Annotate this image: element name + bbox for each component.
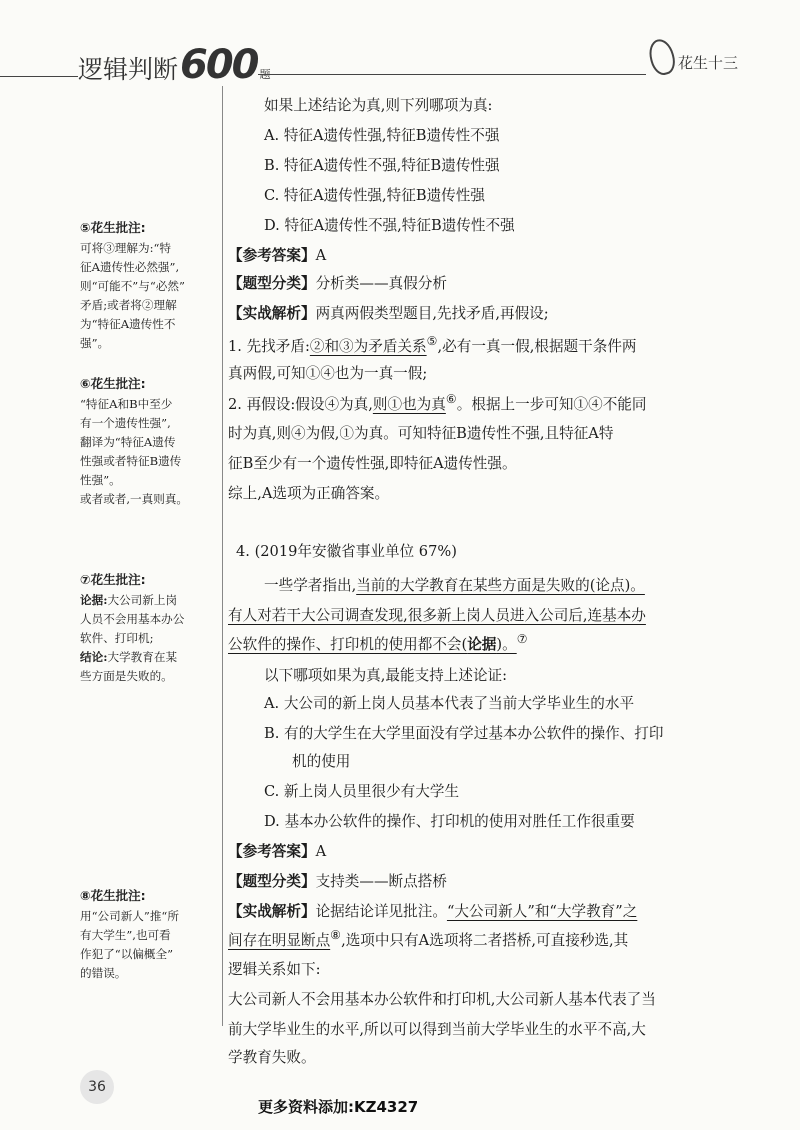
q4-option-c: C. 新上岗人员里很少有大学生 (264, 783, 460, 800)
analysis-step1-cont: 真两假,可知①④也为一真一假; (228, 365, 428, 382)
note-label-evidence: 论据: (80, 593, 108, 607)
type-line (228, 272, 447, 293)
note-line: 的错误。 (80, 966, 127, 980)
underlined-text: 公软件的操作、打印机的使用都不会( (228, 635, 468, 653)
book-title (78, 42, 271, 88)
step-text: 。根据上一步可知①④不能同 (456, 395, 647, 413)
analysis-text: 两真两假类型题目,先找矛盾,再假设; (315, 305, 549, 322)
answer-label: 【参考答案】 (228, 843, 316, 860)
analysis-text: 论据结论详见批注。 (315, 903, 447, 920)
footer-contact: 更多资料添加:KZ4327 (258, 1098, 419, 1116)
note-text: 大公司新上岗 (107, 593, 178, 607)
step-text: 1. 先找矛盾: (228, 337, 310, 355)
note-text: 大学教育在某 (107, 650, 178, 664)
q4-analysis-line-2 (228, 928, 628, 950)
q4-analysis-line-3: 逻辑关系如下: (228, 961, 321, 978)
note-line: 作犯了“以偏概全” (80, 947, 174, 961)
note-ref: ⑥ (445, 392, 457, 406)
step-text: ,必有一真一假,根据题干条件两 (437, 337, 637, 355)
answer-value: A (315, 843, 327, 860)
answer-label: 【参考答案】 (228, 247, 316, 264)
note-line: 可将③理解为:“特 (80, 241, 171, 255)
note-line: 软件、打印机; (80, 631, 154, 645)
note-line: 些方面是失败的。 (80, 669, 173, 683)
analysis-summary: 综上,A选项为正确答案。 (228, 485, 390, 502)
q4-option-d: D. 基本办公软件的操作、打印机的使用对胜任工作很重要 (264, 813, 635, 830)
side-note-7 (80, 570, 216, 686)
type-label: 【题型分类】 (228, 275, 316, 292)
note-line: 性强或者特征B遗传 (80, 454, 182, 468)
column-divider (222, 86, 223, 1026)
type-value: 支持类——断点搭桥 (315, 873, 447, 890)
title-number: 600 (180, 42, 258, 88)
q4-para-2 (228, 604, 646, 625)
type-value: 分析类——真假分析 (315, 275, 447, 292)
q4-option-b: B. 有的大学生在大学里面没有学过基本办公软件的操作、打印 (264, 725, 664, 742)
note-line: 性强”。 (80, 473, 121, 487)
analysis-label: 【实战解析】 (228, 305, 316, 322)
note-line: 为“特征A遗传性不 (80, 317, 176, 331)
underlined-text: )。 (496, 635, 517, 653)
q4-chain-1: 大公司新人不会用基本办公软件和打印机,大公司新人基本代表了当 (228, 991, 656, 1008)
q4-para-1 (264, 574, 645, 595)
analysis-text: ,选项中只有A选项将二者搭桥,可直接秒选,其 (341, 931, 629, 949)
analysis-step1 (228, 334, 637, 356)
note-line: 用“公司新人”推“所 (80, 909, 179, 923)
title-prefix: 逻辑判断 (78, 55, 179, 84)
answer-line (228, 244, 326, 265)
underlined-text: 间存在明显断点 (228, 931, 331, 949)
note-line (80, 591, 216, 610)
analysis-step2-cont: 征B至少有一个遗传性强,即特征A遗传性强。 (228, 455, 517, 472)
note-line: 则“可能不”与“必然” (80, 279, 185, 293)
note-label-conclusion: 结论: (80, 650, 108, 664)
analysis-step2 (228, 392, 647, 414)
note-ref: ⑦ (516, 632, 528, 646)
type-label: 【题型分类】 (228, 873, 316, 890)
underlined-text: 则①也为真 (372, 395, 446, 413)
q4-chain-3: 学教育失败。 (228, 1049, 316, 1066)
note-line: 征A遗传性必然强”, (80, 260, 180, 274)
side-note-8 (80, 886, 216, 983)
header-rule (258, 74, 646, 75)
note-line: 人员不会用基本办公 (80, 612, 185, 626)
note-ref: ⑧ (330, 928, 342, 942)
note-line: 有大学生”,也可看 (80, 928, 171, 942)
underlined-text: “大公司新人”和“大学教育”之 (446, 903, 638, 920)
analysis-label: 【实战解析】 (228, 903, 316, 920)
option-d: D. 特征A遗传性不强,特征B遗传性不强 (264, 217, 515, 234)
note-title: ⑥花生批注: (80, 376, 146, 391)
side-note-5 (80, 218, 216, 353)
q4-answer-line (228, 840, 326, 861)
page-number: 36 (80, 1070, 114, 1104)
underlined-text: 当前的大学教育在某些方面是失败的(论点)。 (356, 577, 645, 594)
note-title: ⑤花生批注: (80, 220, 146, 235)
q4-chain-2: 前大学毕业生的水平,所以可以得到当前大学毕业生的水平不高,大 (228, 1021, 646, 1038)
answer-value: A (315, 247, 327, 264)
note-title: ⑦花生批注: (80, 572, 146, 587)
note-line: 矛盾;或者将②理解 (80, 298, 177, 312)
note-line: 或者或者,一真则真。 (80, 492, 189, 506)
analysis-line (228, 302, 549, 323)
note-ref: ⑤ (426, 334, 438, 348)
note-line: 强”。 (80, 336, 110, 350)
question-4-header: 4. (2019年安徽省事业单位 67%) (236, 543, 457, 560)
header-left-rule (0, 76, 78, 77)
note-title: ⑧花生批注: (80, 888, 146, 903)
q4-option-a: A. 大公司的新上岗人员基本代表了当前大学毕业生的水平 (264, 695, 635, 712)
peanut-logo-icon (646, 37, 678, 78)
side-note-6 (80, 374, 216, 509)
underlined-text: ②和③为矛盾关系 (309, 337, 427, 355)
note-line: 有一个遗传性强”, (80, 416, 171, 430)
option-a: A. 特征A遗传性强,特征B遗传性不强 (264, 127, 500, 144)
option-b: B. 特征A遗传性不强,特征B遗传性强 (264, 157, 500, 174)
note-line: 翻译为“特征A遗传 (80, 435, 176, 449)
question-stem: 如果上述结论为真,则下列哪项为真: (264, 97, 493, 114)
underlined-text: 论据 (467, 635, 497, 653)
q4-stem: 以下哪项如果为真,最能支持上述论证: (264, 667, 508, 684)
step-text: 2. 再假设:假设④为真, (228, 395, 373, 413)
title-suffix: 题 (259, 68, 271, 81)
q4-option-b-cont: 机的使用 (292, 753, 351, 770)
note-line: “特征A和B中至少 (80, 397, 173, 411)
para-text: 一些学者指出, (264, 577, 357, 594)
brand (650, 48, 740, 76)
analysis-step2-cont: 时为真,则④为假,①为真。可知特征B遗传性不强,且特征A特 (228, 425, 614, 442)
option-c: C. 特征A遗传性强,特征B遗传性强 (264, 187, 485, 204)
note-line (80, 648, 216, 667)
q4-type-line (228, 870, 447, 891)
q4-analysis-line (228, 900, 637, 921)
underlined-text: 有人对若干大公司调查发现,很多新上岗人员进入公司后,连基本办 (228, 607, 646, 624)
brand-name: 花生十三 (678, 53, 739, 72)
q4-para-3 (228, 632, 528, 654)
